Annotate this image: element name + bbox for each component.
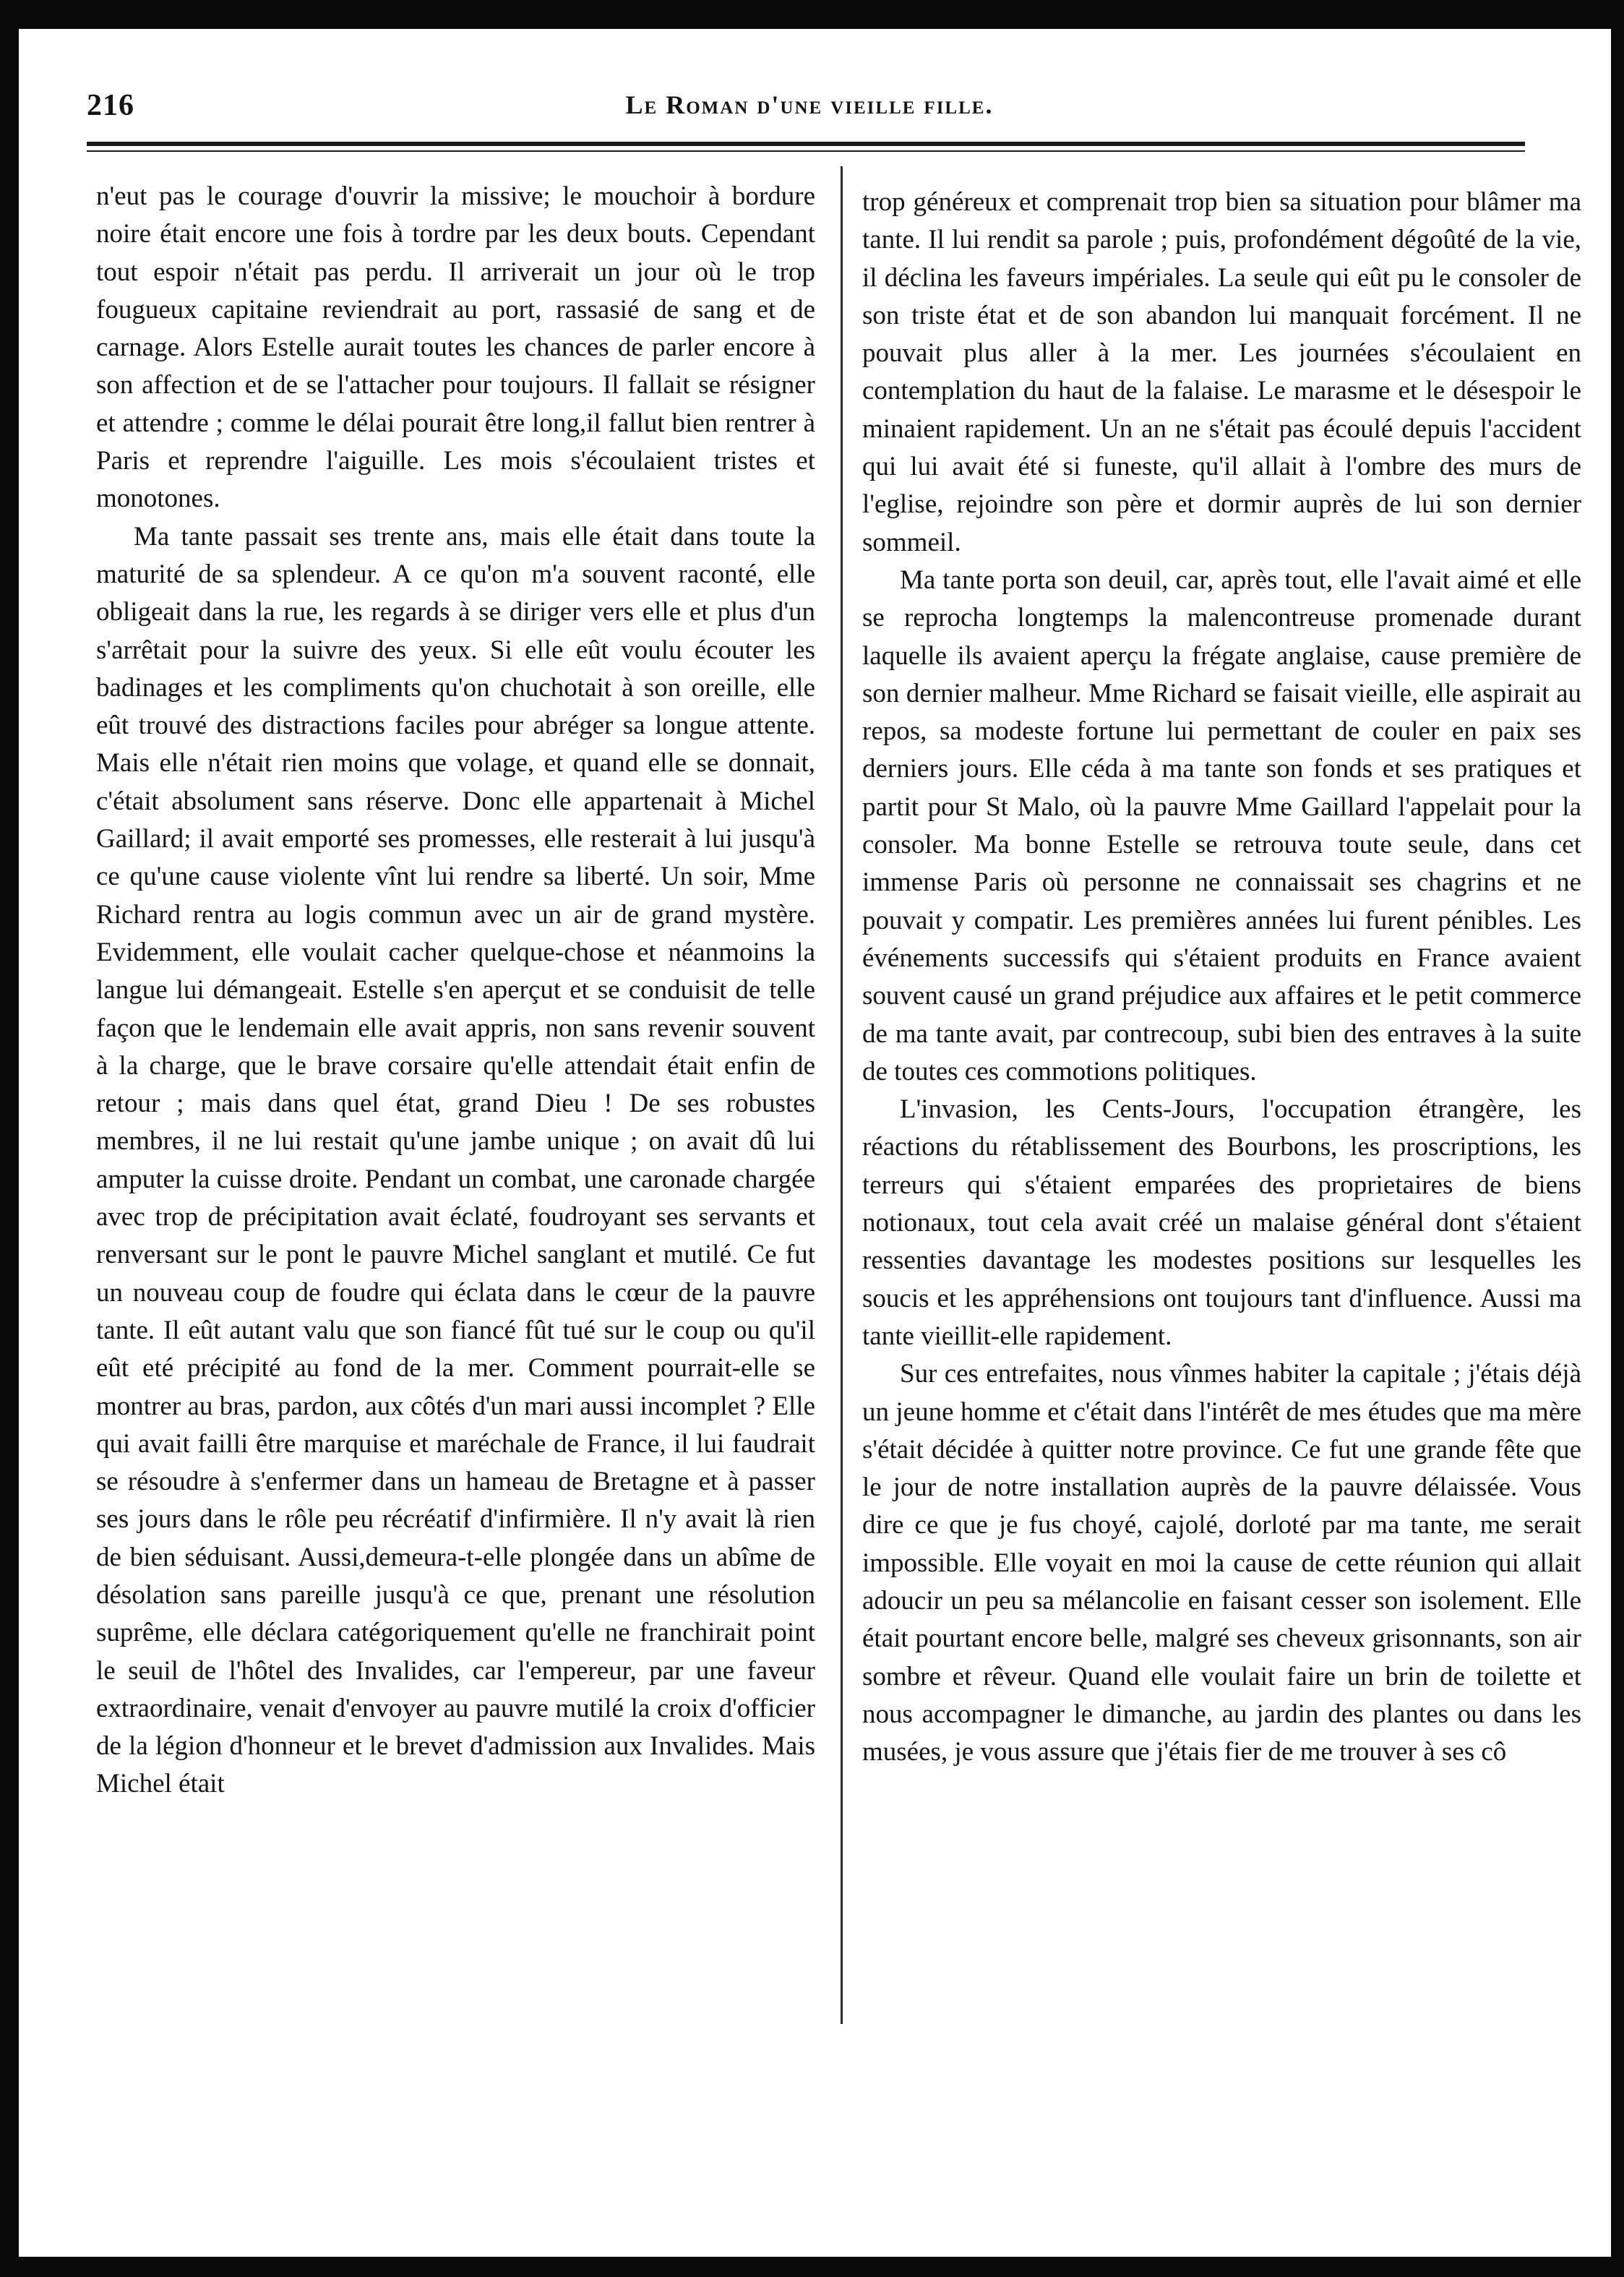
scan-border-left <box>0 0 19 2277</box>
right-paragraph-3: L'invasion, les Cents-Jours, l'occupation étrangère, les réactions du rétablissement des Bourbons, les proscriptions, les terreurs qui s'étaient emparées des proprietaires de biens notionaux, tout cela avait créé un malaise général dont s'étaient ressenties davantage les modestes positions sur lesquelles les soucis et les appréhensions ont toujours tant d'influence. Aussi ma tante vieillit-elle rapidement. <box>862 1094 1581 1351</box>
scan-border-bottom <box>0 2257 1624 2277</box>
right-paragraph-4: Sur ces entrefaites, nous vînmes habiter la capitale ; j'étais déjà un jeune homme et c'était dans l'intérêt de mes études que ma mère s'était décidée à quitter notre province. Ce fut une grande fête que le jour de notre installation auprès de la pauvre délaissée. Vous dire ce que je fus choyé, cajolé, dorloté par ma tante, me serait impossible. Elle voyait en moi la cause de cette réunion qui allait adoucir un peu sa mélancolie en faisant cesser son isolement. Elle était pourtant encore belle, malgré ses cheveux grisonnants, son air sombre et rêveur. Quand elle voulait faire un brin de toilette et nous accompagner le dimanche, au jardin des plantes ou dans les musées, je vous assure que j'étais fier de me trouver à ses cô <box>862 1359 1581 1767</box>
running-title: Le Roman d'une vieille fille. <box>625 90 994 119</box>
right-column <box>862 184 1581 1771</box>
left-paragraph-2: Ma tante passait ses trente ans, mais elle était dans toute la maturité de sa splendeur. A ce qu'on m'a souvent raconté, elle obligeait dans la rue, les regards à se diriger vers elle et plus d'un s'arrêtait pour la suivre des yeux. Si elle eût voulu écouter les badinages et les compliments qu'on chuchotait à son oreille, elle eût trouvé des distractions faciles pour abréger sa longue attente. Mais elle n'était rien moins que volage, et quand elle se donnait, c'était absolument sans réserve. Donc elle appartenait à Michel Gaillard; il avait emporté ses promesses, elle resterait à lui jusqu'à ce qu'une cause violente vînt lui rendre sa liberté. Un soir, Mme Richard rentra au logis commun avec un air de grand mystère. Evidemment, elle voulait cacher quelque-chose et néanmoins la langue lui démangeait. Estelle s'en aperçut et se conduisit de telle façon que le lendemain elle avait appris, non sans revenir souvent à la charge, que le brave corsaire qu'elle attendait était enfin de retour ; mais dans quel état, grand Dieu ! De ses robustes membres, il ne lui restait qu'une jambe unique ; on avait dû lui amputer la cuisse droite. Pendant un combat, une caronade chargée avec trop de précipitation avait éclaté, foudroyant ses servants et renversant sur le pont le pauvre Michel sanglant et mutilé. Ce fut un nouveau coup de foudre qui éclata dans le cœur de la pauvre tante. Il eût autant valu que son fiancé fût tué sur le coup ou qu'il eût eté précipité au fond de la mer. Comment pourrait-elle se montrer au bras, pardon, aux côtés d'un mari aussi incomplet ? Elle qui avait failli être marquise et maréchale de France, il lui faudrait se résoudre à s'enfermer dans un hameau de Bretagne et à passer ses jours dans le rôle peu récréatif d'infirmière. Il n'y avait là rien de bien séduisant. Aussi,demeura-t-elle plongée dans un abîme de désolation sans pareille jusqu'à ce que, prenant une résolution suprême, elle déclara catégoriquement qu'elle ne franchirait point le seuil de l'hôtel des Invalides, car l'empereur, par une faveur extraordinaire, venait d'envoyer au pauvre mutilé la croix d'officier de la légion d'honneur et le brevet d'admission aux Invalides. Mais Michel était <box>96 521 815 1799</box>
right-paragraph-1: trop généreux et comprenait trop bien sa situation pour blâmer ma tante. Il lui rendit sa parole ; puis, profondément dégoûté de la vie, il déclina les faveurs impériales. La seule qui eût pu le consoler de son triste état et de son abandon lui manquait forcément. Il ne pouvait plus aller à la mer. Les journées s'écoulaient en contemplation du haut de la falaise. Le marasme et le désespoir le minaient rapidement. Un an ne s'était pas écoulé depuis l'accident qui lui avait été si funeste, qu'il allait à l'ombre des murs de l'eglise, rejoindre son père et dormir auprès de lui son dernier sommeil. <box>862 187 1581 557</box>
column-divider <box>841 166 843 2024</box>
scan-border-top <box>0 0 1624 29</box>
left-column <box>96 178 815 1804</box>
page-number: 216 <box>87 89 134 122</box>
scan-border-right <box>1611 0 1624 2277</box>
header-rule-thin <box>87 150 1525 152</box>
page-header <box>87 88 1532 124</box>
header-rule-thick <box>87 142 1525 146</box>
left-paragraph-1: n'eut pas le courage d'ouvrir la missive; le mouchoir à bordure noire était encore une fois à tordre par les deux bouts. Cependant tout espoir n'était pas perdu. Il arriverait un jour où le trop fougueux capitaine reviendrait au port, rassasié de sang et de carnage. Alors Estelle aurait toutes les chances de parler encore à son affection et de se l'attacher pour toujours. Il fallait se résigner et attendre ; comme le délai pourait être long,il fallut bien rentrer à Paris et reprendre l'aiguille. Les mois s'écoulaient tristes et monotones. <box>96 181 815 514</box>
right-paragraph-2: Ma tante porta son deuil, car, après tout, elle l'avait aimé et elle se reprocha longtemps la malencontreuse promenade durant laquelle ils avaient aperçu la frégate anglaise, cause première de son dernier malheur. Mme Richard se faisait vieille, elle aspirait au repos, sa modeste fortune lui permettant de couler en paix ses derniers jours. Elle céda à ma tante son fonds et ses pratiques et partit pour St Malo, où la pauvre Mme Gaillard l'appelait pour la consoler. Ma bonne Estelle se retrouva toute seule, dans cet immense Paris où personne ne connaissait ses chagrins et ne pouvait y compatir. Les premières années lui furent pénibles. Les événements successifs qui s'étaient produits en France avaient souvent causé un grand préjudice aux affaires et le petit commerce de ma tante avait, par contrecoup, subi bien des entraves à la suite de toutes ces commotions politiques. <box>862 565 1581 1086</box>
